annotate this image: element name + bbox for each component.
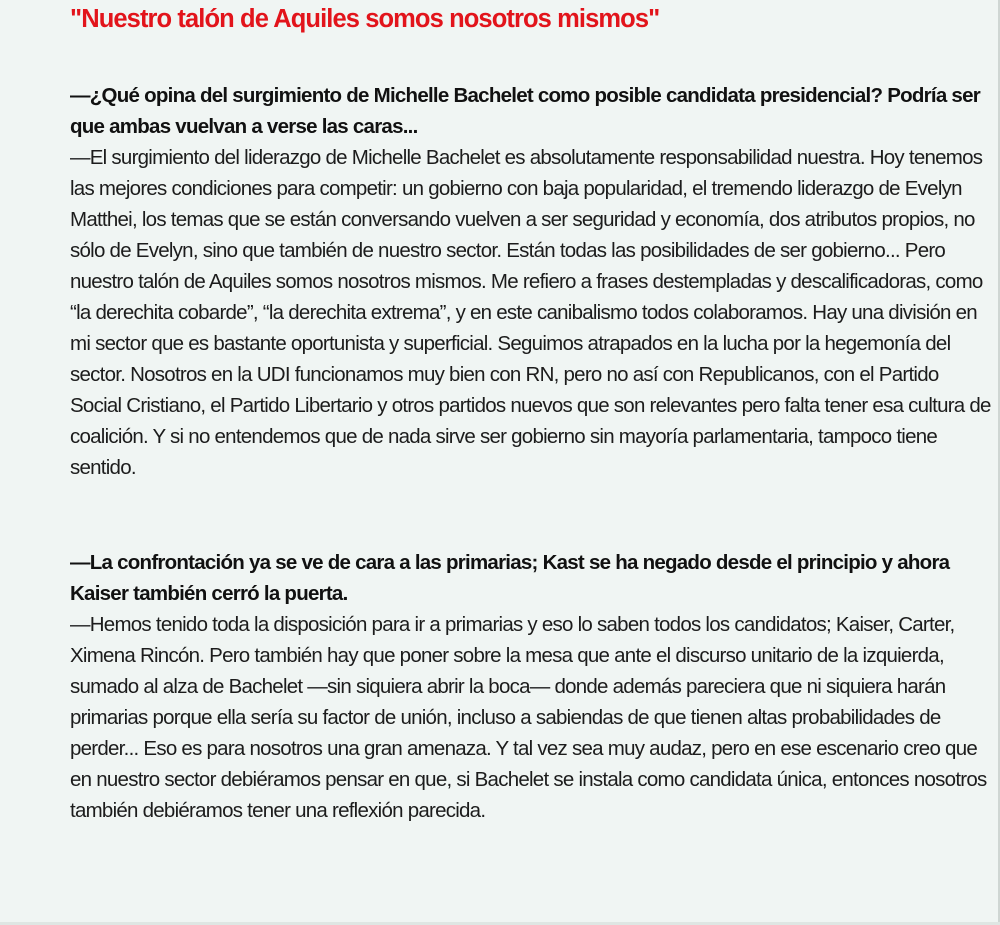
interview-question: —¿Qué opina del surgimiento de Michelle Bachelet como posible candidata presidencial? Podría ser que ambas vuelvan a verse las caras...: [70, 84, 980, 138]
qa-block-bachelet: [70, 80, 992, 483]
article-headline: "Nuestro talón de Aquiles somos nosotros mismos": [70, 5, 660, 33]
interview-answer: —El surgimiento del liderazgo de Michelle Bachelet es absolutamente responsabilidad nuestra. Hoy tenemos las mejores condiciones para competir: un gobierno con baja popularidad, el tremendo liderazgo de Evelyn Matthei, los temas que se están conversando vuelven a ser seguridad y economía, dos atributos propios, no sólo de Evelyn, sino que también de nuestro sector. Están todas las posibilidades de ser gobierno... Pero nuestro talón de Aquiles somos nosotros mismos. Me refiero a frases destempladas y descalificadoras, como “la derechita cobarde”, “la derechita extrema”, y en este canibalismo todos colaboramos. Hay una división en mi sector que es bastante oportunista y superficial. Seguimos atrapados en la lucha por la hegemonía del sector. Nosotros en la UDI funcionamos muy bien con RN, pero no así con Republicanos, con el Partido Social Cristiano, el Partido Libertario y otros partidos nuevos que son relevantes pero falta tener esa cultura de coalición. Y si no entendemos que de nada sirve ser gobierno sin mayoría parlamentaria, tampoco tiene sentido.: [70, 146, 991, 479]
interview-answer: —Hemos tenido toda la disposición para ir a primarias y eso lo saben todos los candidatos; Kaiser, Carter, Ximena Rincón. Pero también hay que poner sobre la mesa que ante el discurso unitario de la izquierda, sumado al alza de Bachelet —sin siquiera abrir la boca— donde además pareciera que ni siquiera harán primarias porque ella sería su factor de unión, incluso a sabiendas de que tienen altas probabilidades de perder... Eso es para nosotros una gran amenaza. Y tal vez sea muy audaz, pero en ese escenario creo que en nuestro sector debiéramos pensar en que, si Bachelet se instala como candidata única, entonces nosotros también debiéramos tener una reflexión parecida.: [70, 613, 987, 822]
interview-question: —La confrontación ya se ve de cara a las primarias; Kast se ha negado desde el principio y ahora Kaiser también cerró la puerta.: [70, 551, 950, 605]
interview-article: [70, 0, 992, 826]
qa-block-primarias: [70, 547, 992, 826]
